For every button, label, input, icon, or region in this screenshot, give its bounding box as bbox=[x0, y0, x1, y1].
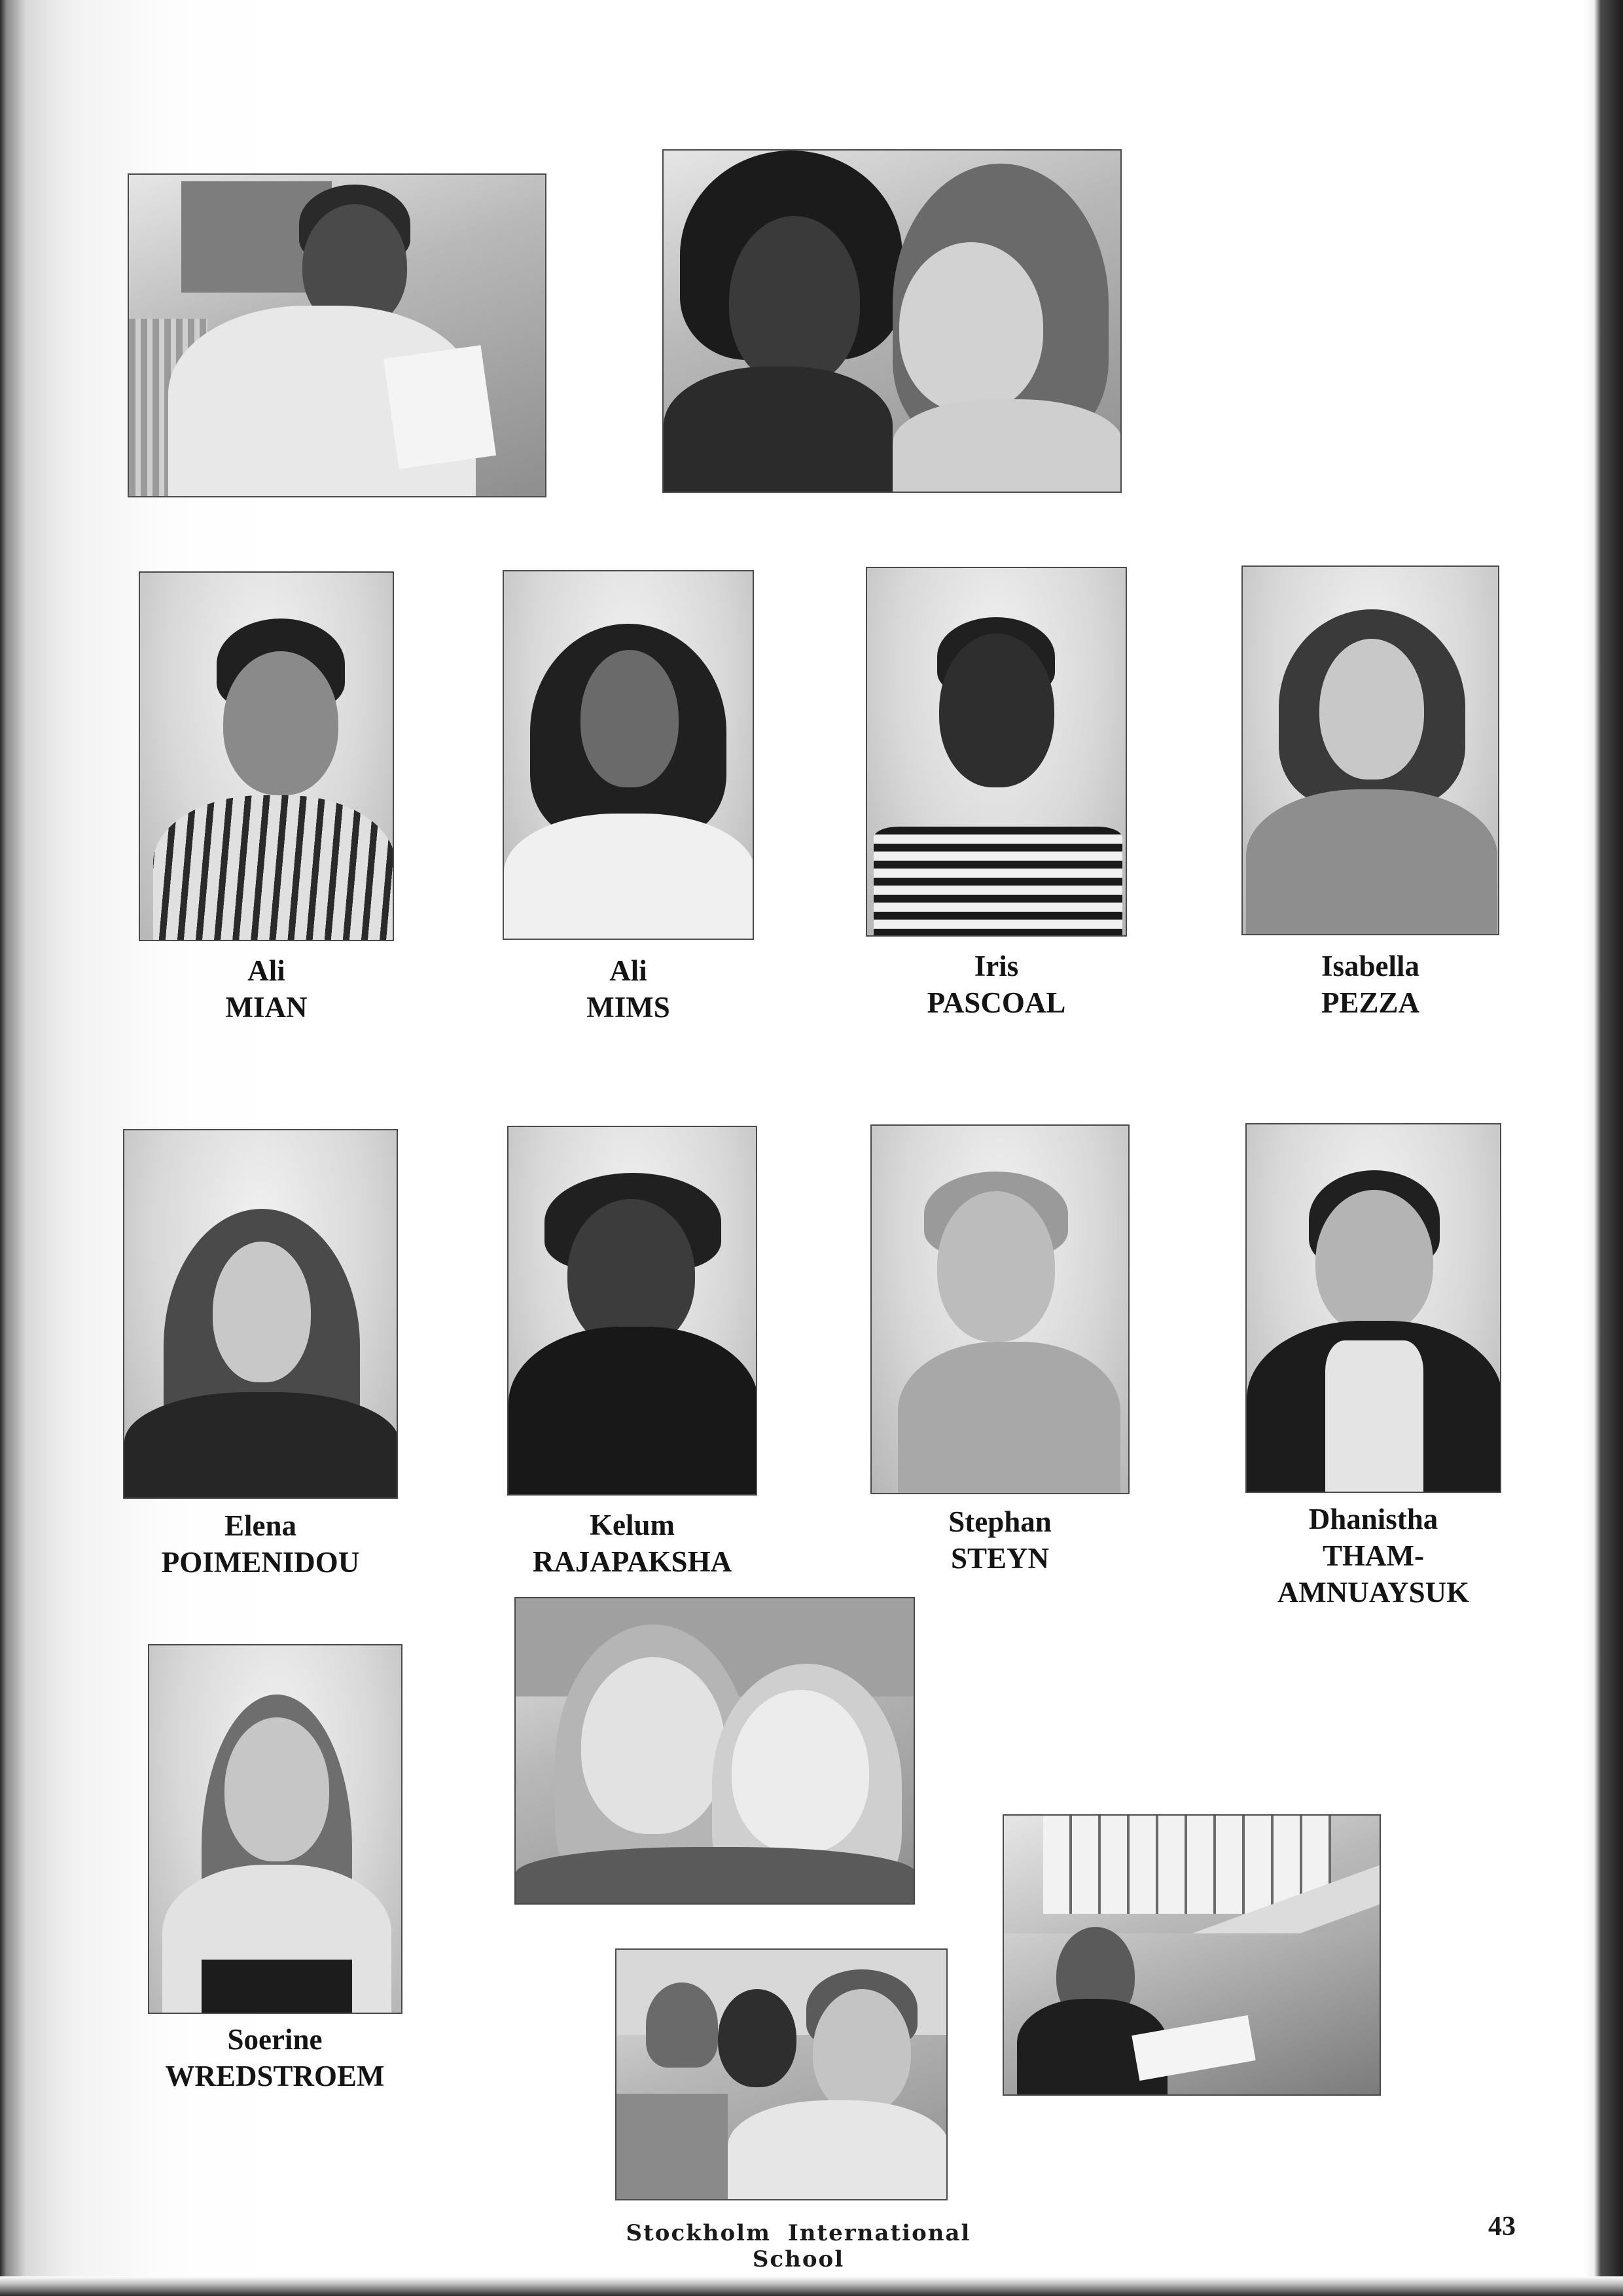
portrait-photo bbox=[507, 1126, 757, 1496]
student-name bbox=[507, 1507, 757, 1580]
student-first-name: Soerine bbox=[227, 2023, 323, 2056]
portrait-photo bbox=[123, 1129, 398, 1499]
candid-photo-computer-room bbox=[615, 1948, 948, 2200]
candid-photo-two-blonde-girls bbox=[514, 1597, 915, 1905]
portrait-photo bbox=[1241, 565, 1499, 935]
student-last-name: MIAN bbox=[225, 991, 308, 1024]
candid-photo-student-reading bbox=[128, 173, 546, 497]
student-first-name: Kelum bbox=[590, 1509, 675, 1541]
student-last-name: PEZZA bbox=[1321, 986, 1420, 1019]
student-first-name: Iris bbox=[974, 950, 1019, 982]
student-name bbox=[866, 948, 1127, 1021]
student-first-name: Elena bbox=[224, 1509, 297, 1542]
student-name bbox=[1245, 1501, 1501, 1611]
student-last-name: WREDSTROEM bbox=[165, 2060, 385, 2092]
student-last-name: THAM- bbox=[1323, 1539, 1424, 1572]
student-last-name: POIMENIDOU bbox=[161, 1546, 360, 1579]
candid-photo-classroom bbox=[1003, 1814, 1381, 2096]
footer-school-name: Stockholm International School bbox=[626, 2220, 971, 2272]
portrait-photo bbox=[148, 1644, 402, 2014]
candid-photo-two-friends bbox=[662, 149, 1122, 493]
student-last-name: PASCOAL bbox=[927, 986, 1066, 1019]
student-last-name: MIMS bbox=[586, 991, 670, 1024]
portrait-photo bbox=[1245, 1123, 1501, 1493]
student-last-name: STEYN bbox=[950, 1542, 1050, 1575]
portrait-photo bbox=[870, 1124, 1130, 1494]
portrait-photo bbox=[503, 570, 754, 940]
portrait-photo bbox=[139, 571, 394, 941]
student-first-name: Ali bbox=[609, 954, 647, 987]
student-name bbox=[1241, 948, 1499, 1021]
portrait-photo bbox=[866, 567, 1127, 937]
student-name bbox=[870, 1503, 1130, 1577]
page-number: 43 bbox=[1488, 2212, 1516, 2242]
student-name bbox=[503, 952, 754, 1026]
student-name bbox=[139, 952, 394, 1026]
student-first-name: Ali bbox=[247, 954, 285, 987]
student-first-name: Dhanistha bbox=[1308, 1503, 1438, 1535]
student-first-name: Stephan bbox=[948, 1505, 1052, 1538]
student-first-name: Isabella bbox=[1321, 950, 1420, 982]
student-last-name-continued: AMNUAYSUK bbox=[1277, 1576, 1470, 1609]
student-name bbox=[131, 2021, 419, 2094]
page-bottom-edge bbox=[0, 2276, 1623, 2296]
student-last-name: RAJAPAKSHA bbox=[532, 1545, 732, 1578]
student-name bbox=[123, 1507, 398, 1581]
